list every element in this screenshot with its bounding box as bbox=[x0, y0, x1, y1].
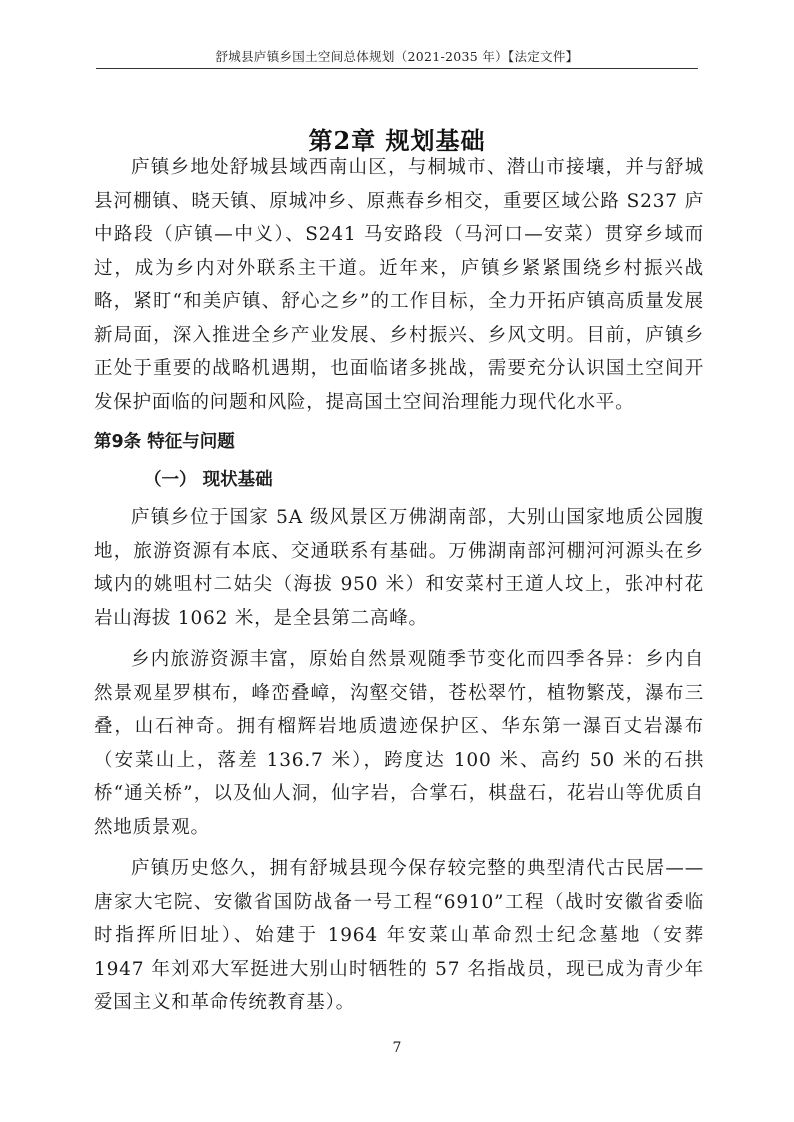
running-header: 舒城县庐镇乡国土空间总体规划（2021-2035 年）【法定文件】 bbox=[215, 49, 579, 64]
header-divider bbox=[96, 68, 698, 69]
chapter-title: 第2章 规划基础 bbox=[308, 126, 486, 156]
article-heading: 第9条 特征与问题 bbox=[94, 432, 235, 452]
body-paragraph-location: 庐镇乡位于国家 5A 级风景区万佛湖南部，大别山国家地质公园腹地，旅游资源有本底、交通联系有基础。万佛湖南部河棚河河源头在乡域内的姚咀村二姑尖（海拔 950 米）和安菜村王道人坟上，张冲村花岩山海拔 1062 米，是全县第二高峰。 bbox=[94, 507, 704, 629]
section-heading: （一） 现状基础 bbox=[144, 470, 273, 490]
body-paragraph-tourism: 乡内旅游资源丰富，原始自然景观随季节变化而四季各异：乡内自然景观星罗棋布，峰峦叠嶂，沟壑交错，苍松翠竹，植物繁茂，瀑布三叠，山石神奇。拥有榴辉岩地质遗迹保护区、华东第一瀑百丈岩瀑布（安菜山上，落差 136.7 米），跨度达 100 米、高约 50 米的石拱桥“通关桥”，以及仙人洞，仙字岩，合掌石，棋盘石，花岩山等优质自然地质景观。 bbox=[94, 649, 704, 838]
body-paragraph-history: 庐镇历史悠久，拥有舒城县现今保存较完整的典型清代古民居——唐家大宅院、安徽省国防战备一号工程“6910”工程（战时安徽省委临时指挥所旧址）、始建于 1964 年安菜山革命烈士纪念墓地（安葬 1947 年刘邓大军挺进大别山时牺牲的 57 名指战员，现已成为青少年爱国主义和革命传统教育基）。 bbox=[94, 858, 704, 1013]
page-body bbox=[94, 151, 704, 1020]
page-number: 7 bbox=[392, 1040, 402, 1056]
intro-paragraph: 庐镇乡地处舒城县域西南山区，与桐城市、潜山市接壤，并与舒城县河棚镇、晓天镇、原城冲乡、原燕春乡相交，重要区域公路 S237 庐中路段（庐镇—中义）、S241 马安路段（马河口—安菜）贯穿乡域而过，成为乡内对外联系主干道。近年来，庐镇乡紧紧围绕乡村振兴战略，紧盯“和美庐镇、舒心之乡”的工作目标，全力开拓庐镇高质量发展新局面，深入推进全乡产业发展、乡村振兴、乡风文明。目前，庐镇乡正处于重要的战略机遇期，也面临诸多挑战，需要充分认识国土空间开发保护面临的问题和风险，提高国土空间治理能力现代化水平。 bbox=[94, 157, 704, 413]
